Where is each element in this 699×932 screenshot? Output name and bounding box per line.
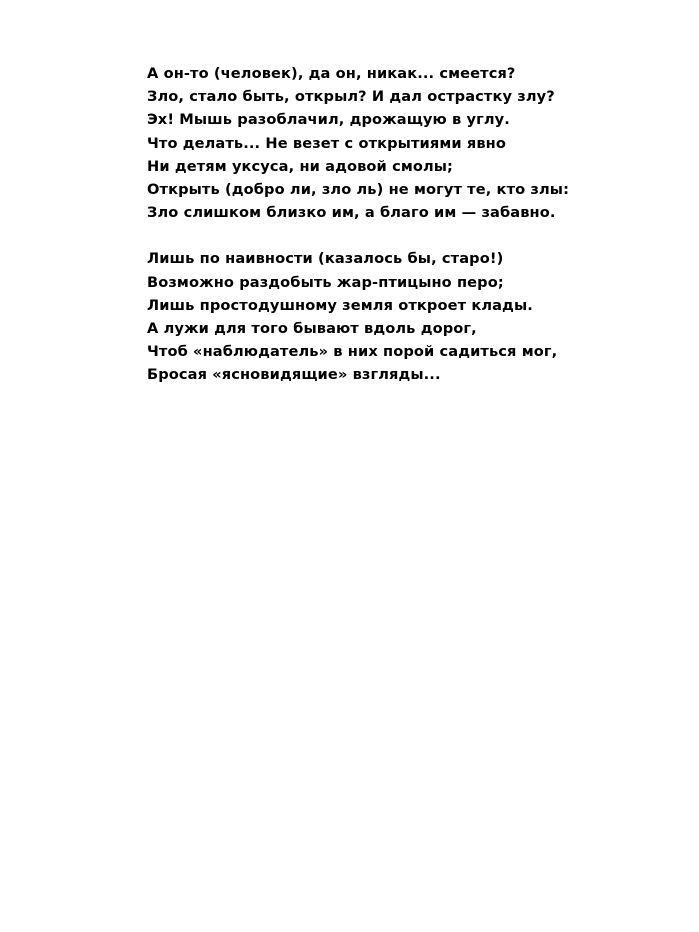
poem-line: Лишь по наивности (казалось бы, старо!) bbox=[147, 250, 504, 268]
poem-line: Возможно раздобыть жар-птицыно перо; bbox=[147, 273, 504, 291]
poem-line: Бросая «ясновидящие» взгляды... bbox=[147, 366, 441, 384]
stanza-1 bbox=[147, 62, 667, 224]
poem-line: Зло, стало быть, открыл? И дал острастку злу? bbox=[147, 88, 555, 106]
poem-line: Чтоб «наблюдатель» в них порой садиться мог, bbox=[147, 343, 558, 361]
poem-line: Что делать... Не везет с открытиями явно bbox=[147, 134, 506, 152]
poem-line: Зло слишком близко им, а благо им — забавно. bbox=[147, 204, 556, 222]
poem-line: Ни детям уксуса, ни адовой смолы; bbox=[147, 157, 453, 175]
poem-text bbox=[147, 62, 667, 387]
poem-line: А лужи для того бывают вдоль дорог, bbox=[147, 320, 477, 338]
poem-line: Лишь простодушному земля откроет клады. bbox=[147, 296, 533, 314]
stanza-2 bbox=[147, 247, 667, 386]
poem-line: Эх! Мышь разоблачил, дрожащую в углу. bbox=[147, 111, 510, 129]
poem-line: А он-то (человек), да он, никак... смеется? bbox=[147, 65, 516, 82]
poem-line: Открыть (добро ли, зло ль) не могут те, кто злы: bbox=[147, 181, 570, 199]
